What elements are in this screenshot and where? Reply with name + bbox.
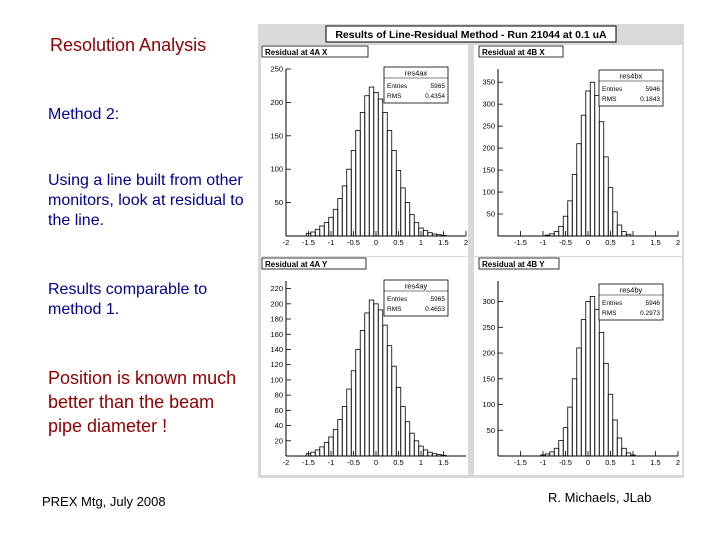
histogram-title: Residual at 4A Y <box>265 260 328 269</box>
histogram-bin <box>441 235 446 236</box>
x-tick-label: 1.5 <box>438 238 449 247</box>
x-tick-label: -1 <box>327 238 335 247</box>
stats-entries-value: 5965 <box>430 296 445 303</box>
y-tick-label: 100 <box>482 187 495 197</box>
x-tick-label: -1.5 <box>514 458 527 467</box>
stats-entries-label: Entries <box>387 296 408 303</box>
x-tick-label: 1.5 <box>438 458 449 467</box>
y-tick-label: 200 <box>270 299 283 309</box>
y-tick-label: 200 <box>482 143 495 153</box>
stats-entries-value: 5946 <box>645 300 660 307</box>
y-tick-label: 120 <box>270 360 283 370</box>
x-tick-label: -0.5 <box>347 458 360 467</box>
x-tick-label: -1 <box>539 458 547 467</box>
stats-rms-label: RMS <box>387 93 402 100</box>
stats-rms-value: 0.1843 <box>640 96 660 103</box>
x-tick-label: 1 <box>418 238 424 247</box>
method-description: Using a line built from other monitors, look at residual to the line. <box>48 172 244 229</box>
x-tick-label: -0.5 <box>559 238 572 247</box>
x-tick-label: 1 <box>630 458 636 467</box>
position-conclusion: Position is known much better than the beam pipe diameter ! <box>48 368 237 436</box>
stats-entries-value: 5965 <box>430 83 445 90</box>
stats-rms-label: RMS <box>602 96 617 103</box>
y-tick-label: 200 <box>270 97 283 107</box>
x-tick-label: 0 <box>585 458 591 467</box>
histogram-bin <box>441 455 446 456</box>
y-tick-label: 300 <box>482 297 495 307</box>
x-tick-label: 0 <box>373 458 379 467</box>
y-tick-label: 250 <box>270 64 283 74</box>
y-tick-label: 100 <box>482 400 495 410</box>
results-note: Results comparable to method 1. <box>48 281 208 318</box>
x-tick-label: 0.5 <box>605 238 616 247</box>
x-tick-label: 2 <box>675 458 681 467</box>
y-tick-label: 160 <box>270 329 283 339</box>
stats-rms-label: RMS <box>387 306 402 313</box>
x-tick-label: -2 <box>282 458 290 467</box>
x-tick-label: 1.5 <box>650 458 661 467</box>
x-tick-label: 0.5 <box>605 458 616 467</box>
y-tick-label: 250 <box>482 322 495 332</box>
x-tick-label: -1.5 <box>302 238 315 247</box>
stats-rms-value: 0.4354 <box>425 93 445 100</box>
y-tick-label: 50 <box>486 209 495 219</box>
y-tick-label: 50 <box>274 198 283 208</box>
x-tick-label: -1 <box>539 238 547 247</box>
y-tick-label: 20 <box>274 436 283 446</box>
x-tick-label: 1.5 <box>650 238 661 247</box>
stats-name: res4by <box>619 285 643 295</box>
method-heading: Method 2: <box>48 106 120 123</box>
y-tick-label: 100 <box>270 164 283 174</box>
y-tick-label: 200 <box>482 348 495 358</box>
histogram-figure <box>258 24 684 478</box>
figure-title: Results of Line-Residual Method - Run 21044 at 0.1 uA <box>335 29 607 41</box>
x-tick-label: 2 <box>463 238 469 247</box>
footer-author: R. Michaels, JLab <box>548 490 652 505</box>
y-tick-label: 350 <box>482 77 495 87</box>
x-tick-label: 0.5 <box>393 238 404 247</box>
x-tick-label: -1 <box>327 458 335 467</box>
stats-rms-value: 0.4653 <box>425 306 445 313</box>
histogram-canvas <box>258 24 684 478</box>
x-tick-label: -2 <box>282 238 290 247</box>
histogram-title: Residual at 4A X <box>265 48 328 57</box>
stats-name: res4ax <box>404 68 428 78</box>
x-tick-label: 1 <box>630 238 636 247</box>
stats-entries-label: Entries <box>602 300 623 307</box>
x-tick-label: 0.5 <box>393 458 404 467</box>
y-tick-label: 100 <box>270 375 283 385</box>
y-tick-label: 250 <box>482 121 495 131</box>
stats-rms-value: 0.2973 <box>640 310 660 317</box>
x-tick-label: 2 <box>675 238 681 247</box>
stats-entries-label: Entries <box>602 86 623 93</box>
x-tick-label: 0 <box>373 238 379 247</box>
y-tick-label: 50 <box>486 425 495 435</box>
y-tick-label: 140 <box>270 344 283 354</box>
x-tick-label: -1.5 <box>302 458 315 467</box>
stats-entries-value: 5946 <box>645 86 660 93</box>
footer-meeting: PREX Mtg, July 2008 <box>42 494 166 509</box>
y-tick-label: 150 <box>270 131 283 141</box>
y-tick-label: 150 <box>482 165 495 175</box>
x-tick-label: -0.5 <box>347 238 360 247</box>
stats-entries-label: Entries <box>387 83 408 90</box>
x-tick-label: 0 <box>585 238 591 247</box>
y-tick-label: 180 <box>270 314 283 324</box>
y-tick-label: 40 <box>274 421 283 431</box>
slide-title: Resolution Analysis <box>50 35 207 55</box>
x-tick-label: -0.5 <box>559 458 572 467</box>
stats-name: res4bx <box>619 71 643 81</box>
y-tick-label: 80 <box>274 390 283 400</box>
histogram-title: Residual at 4B X <box>482 48 545 57</box>
y-tick-label: 220 <box>270 284 283 294</box>
histogram-title: Residual at 4B Y <box>482 260 545 269</box>
x-tick-label: -1.5 <box>514 238 527 247</box>
y-tick-label: 150 <box>482 374 495 384</box>
stats-rms-label: RMS <box>602 310 617 317</box>
y-tick-label: 300 <box>482 99 495 109</box>
x-tick-label: 1 <box>418 458 424 467</box>
y-tick-label: 60 <box>274 405 283 415</box>
stats-name: res4ay <box>404 281 428 291</box>
